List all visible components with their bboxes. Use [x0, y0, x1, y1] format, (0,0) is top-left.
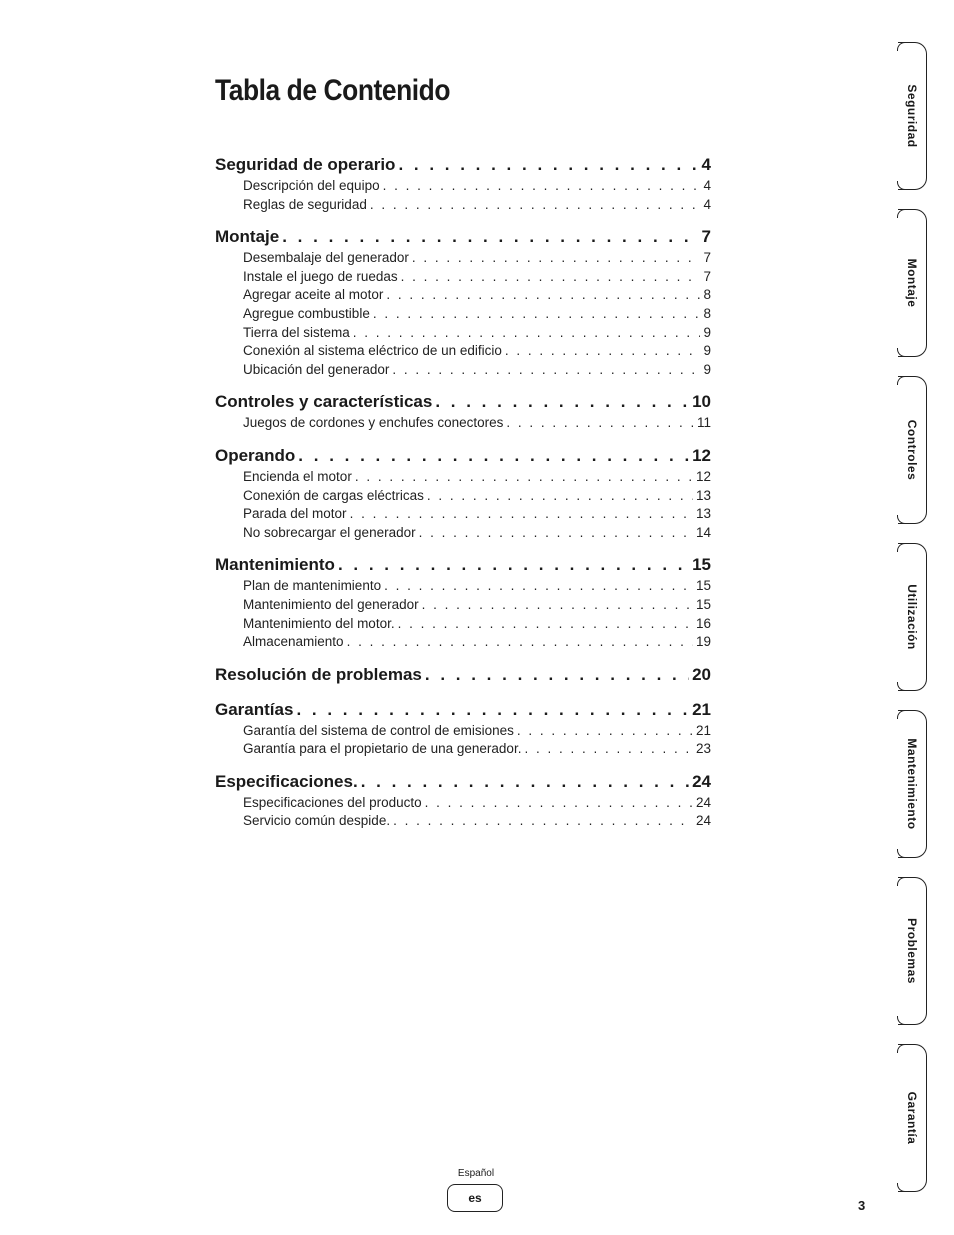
toc-entry-label: Juegos de cordones y enchufes conectores: [243, 415, 504, 431]
table-of-contents: [215, 153, 711, 842]
toc-entry-page: 14: [695, 524, 711, 540]
toc-entry[interactable]: [215, 596, 711, 615]
side-tab[interactable]: [898, 710, 927, 858]
toc-section: [215, 225, 711, 379]
dot-leader: [398, 153, 698, 177]
toc-entry-label: Mantenimiento del motor.: [243, 615, 395, 631]
dot-leader: [347, 633, 693, 652]
toc-entry[interactable]: [215, 305, 711, 324]
toc-entry-page: 4: [703, 196, 711, 212]
toc-entry-label: Desembalaje del generador: [243, 250, 409, 266]
dot-leader: [425, 794, 693, 813]
dot-leader: [338, 553, 689, 577]
dot-leader: [383, 177, 701, 196]
toc-entry-label: Encienda el motor: [243, 468, 352, 484]
toc-section-page: 12: [692, 445, 711, 465]
toc-entry-page: 4: [703, 178, 711, 193]
toc-entry[interactable]: [215, 812, 711, 831]
toc-entry-label: Mantenimiento del generador: [243, 596, 419, 612]
toc-entry-page: 12: [695, 468, 711, 484]
toc-section: [215, 153, 711, 214]
dot-leader: [427, 487, 693, 506]
side-tab[interactable]: [898, 877, 927, 1025]
dot-leader: [425, 663, 689, 687]
dot-leader: [373, 305, 701, 324]
dot-leader: [355, 468, 693, 487]
toc-entry-label: Plan de mantenimiento: [243, 578, 382, 594]
toc-entry-page: 21: [695, 722, 711, 738]
toc-section-heading[interactable]: [215, 390, 711, 414]
toc-section-page: 7: [701, 227, 711, 247]
toc-entry[interactable]: [215, 342, 711, 361]
toc-entry-page: 13: [695, 487, 711, 503]
toc-section: [215, 698, 711, 759]
toc-entry-page: 15: [695, 578, 711, 594]
dot-leader: [298, 444, 689, 468]
side-tab[interactable]: [898, 1044, 927, 1192]
toc-entry[interactable]: [215, 505, 711, 524]
toc-section: [215, 390, 711, 433]
side-tab-label: Controles: [905, 419, 919, 481]
toc-section-title: Controles y características: [215, 392, 433, 412]
toc-section-page: 4: [701, 155, 711, 174]
toc-section-heading[interactable]: [215, 444, 711, 468]
toc-section: [215, 553, 711, 651]
dot-leader: [422, 596, 693, 615]
dot-leader: [517, 722, 693, 741]
dot-leader: [524, 740, 693, 759]
dot-leader: [296, 698, 689, 722]
toc-entry[interactable]: [215, 577, 711, 596]
toc-entry-label: Almacenamiento: [243, 634, 344, 650]
toc-entry[interactable]: [215, 286, 711, 305]
dot-leader: [505, 342, 701, 361]
dot-leader: [393, 812, 693, 831]
toc-section-title: Seguridad de operario: [215, 155, 396, 174]
toc-section-page: 24: [692, 771, 711, 791]
dot-leader: [350, 505, 693, 524]
toc-entry-label: No sobrecargar el generador: [243, 524, 416, 540]
toc-section: [215, 770, 711, 831]
toc-entry[interactable]: [215, 268, 711, 287]
toc-entry[interactable]: [215, 196, 711, 215]
toc-section-title: Garantías: [215, 699, 294, 719]
toc-entry-label: Descripción del equipo: [243, 178, 380, 193]
page-title: Tabla de Contenido: [215, 74, 451, 107]
toc-entry[interactable]: [215, 615, 711, 634]
toc-entry[interactable]: [215, 249, 711, 268]
toc-section-heading[interactable]: [215, 553, 711, 577]
side-tab-label: Garantía: [905, 1091, 919, 1145]
dot-leader: [506, 414, 694, 433]
toc-entry[interactable]: [215, 740, 711, 759]
toc-section-heading[interactable]: [215, 698, 711, 722]
toc-entry[interactable]: [215, 524, 711, 543]
toc-entry-label: Garantía del sistema de control de emisiones: [243, 722, 514, 738]
toc-entry-label: Reglas de seguridad: [243, 196, 367, 212]
dot-leader: [384, 577, 693, 596]
dot-leader: [361, 770, 689, 794]
toc-entry[interactable]: [215, 794, 711, 813]
toc-entry-page: 15: [695, 596, 711, 612]
toc-section-title: Especificaciones.: [215, 771, 358, 791]
side-tab-label: Utilización: [905, 584, 919, 650]
toc-section-heading[interactable]: [215, 225, 711, 249]
toc-entry-page: 9: [703, 361, 711, 377]
toc-entry-label: Servicio común despide.: [243, 813, 391, 829]
toc-section-page: 21: [692, 699, 711, 719]
toc-section-heading[interactable]: [215, 770, 711, 794]
toc-section: [215, 444, 711, 542]
side-tab[interactable]: [898, 543, 927, 691]
toc-entry-page: 13: [695, 506, 711, 522]
toc-section-page: 20: [692, 664, 711, 684]
toc-section-heading[interactable]: [215, 153, 711, 177]
toc-section-title: Resolución de problemas: [215, 664, 422, 684]
toc-entry[interactable]: [215, 633, 711, 652]
toc-entry-page: 9: [703, 343, 711, 359]
toc-entry[interactable]: [215, 324, 711, 343]
toc-section-title: Mantenimiento: [215, 555, 335, 575]
dot-leader: [419, 524, 693, 543]
side-tab-label: Problemas: [905, 918, 919, 984]
toc-entry-page: 9: [703, 324, 711, 340]
dot-leader: [370, 196, 701, 215]
toc-entry-page: 8: [703, 305, 711, 321]
toc-section-title: Montaje: [215, 227, 280, 247]
language-badge: es: [447, 1184, 503, 1212]
toc-entry-label: Parada del motor: [243, 506, 347, 522]
dot-leader: [401, 268, 701, 287]
toc-entry-label: Instale el juego de ruedas: [243, 268, 398, 284]
toc-entry[interactable]: [215, 361, 711, 380]
side-tab[interactable]: [898, 42, 927, 190]
toc-section-page: 15: [692, 555, 711, 575]
toc-entry-label: Agregar aceite al motor: [243, 287, 384, 303]
toc-entry[interactable]: [215, 487, 711, 506]
toc-entry-page: 24: [695, 813, 711, 829]
toc-entry-label: Agregue combustible: [243, 305, 370, 321]
side-tab[interactable]: [898, 209, 927, 357]
dot-leader: [386, 286, 700, 305]
toc-section-heading[interactable]: [215, 663, 711, 687]
toc-entry-label: Especificaciones del producto: [243, 794, 422, 810]
toc-section-page: 10: [692, 392, 711, 412]
dot-leader: [353, 324, 701, 343]
toc-entry-label: Conexión al sistema eléctrico de un edificio: [243, 343, 502, 359]
toc-entry[interactable]: [215, 722, 711, 741]
toc-entry-page: 19: [695, 634, 711, 650]
toc-entry-page: 8: [703, 287, 711, 303]
toc-entry[interactable]: [215, 414, 711, 433]
page-number: 3: [858, 1198, 866, 1213]
toc-entry-page: 11: [696, 415, 711, 431]
dot-leader: [392, 361, 700, 380]
side-tab[interactable]: [898, 376, 927, 524]
toc-section: [215, 663, 711, 687]
toc-entry[interactable]: [215, 468, 711, 487]
toc-entry-page: 16: [695, 615, 711, 631]
side-tab-label: Seguridad: [905, 84, 919, 148]
toc-entry-page: 23: [695, 741, 711, 757]
toc-entry-label: Tierra del sistema: [243, 324, 350, 340]
language-caption: Español: [457, 1168, 495, 1179]
toc-entry-label: Garantía para el propietario de una generador.: [243, 741, 522, 757]
dot-leader: [282, 225, 698, 249]
dot-leader: [435, 390, 689, 414]
dot-leader: [412, 249, 701, 268]
toc-entry-label: Ubicación del generador: [243, 361, 390, 377]
toc-section-title: Operando: [215, 445, 296, 465]
dot-leader: [398, 615, 693, 634]
toc-entry-label: Conexión de cargas eléctricas: [243, 487, 424, 503]
toc-entry-page: 24: [695, 794, 711, 810]
toc-entry[interactable]: [215, 177, 711, 196]
side-tab-label: Mantenimiento: [905, 738, 919, 830]
toc-entry-page: 7: [703, 268, 711, 284]
toc-entry-page: 7: [703, 250, 711, 266]
side-tab-label: Montaje: [905, 258, 919, 308]
